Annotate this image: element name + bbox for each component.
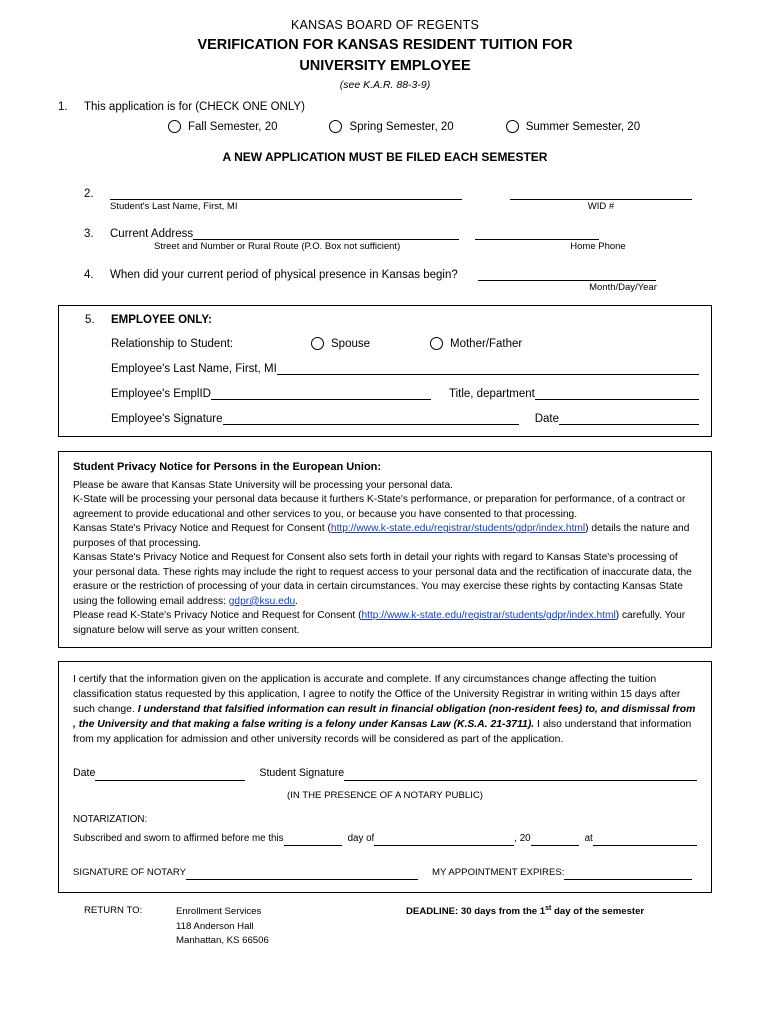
radio-circle-icon[interactable] xyxy=(506,120,519,133)
radio-option-spouse[interactable] xyxy=(311,337,370,350)
question-3-captions xyxy=(58,241,712,252)
sworn-day-input[interactable] xyxy=(284,832,342,846)
certification-paragraph xyxy=(73,672,697,747)
question-1-text: This application is for (CHECK ONE ONLY) xyxy=(84,101,305,114)
privacy-link-1[interactable]: http://www.k-state.edu/registrar/students/gdpr/index.html xyxy=(330,523,586,535)
student-signature-label: Student Signature xyxy=(259,766,345,779)
notary-signature-input[interactable] xyxy=(186,866,418,880)
privacy-p2: K-State will be processing your personal data because it furthers K-State's performance, or preparation for performance, of a contract or agreement to provide educational and other services to you, or because you have consented to that processing. xyxy=(73,494,686,520)
question-4-number: 4. xyxy=(84,268,94,281)
privacy-p4-after: . xyxy=(295,595,298,607)
wid-input[interactable] xyxy=(510,186,692,200)
privacy-p3-before: Kansas State's Privacy Notice and Request for Consent ( xyxy=(73,523,331,535)
question-5-number: 5. xyxy=(85,314,95,327)
radio-circle-icon[interactable] xyxy=(311,337,324,350)
certify-text-bold: I understand that falsified information can result in financial obligation (non-resident fees) to, and dismissal from , the University and that making a false writing is a felony under Kansas Law (K.S.A. 21-3711). xyxy=(73,704,696,731)
address-line-2: 118 Anderson Hall xyxy=(176,920,254,932)
title-dept-label: Title, department xyxy=(448,388,535,401)
wid-caption: WID # xyxy=(587,201,615,213)
appointment-expires-label: MY APPOINTMENT EXPIRES: xyxy=(432,867,565,879)
home-phone-caption: Home Phone xyxy=(570,241,626,253)
privacy-p4-text: Kansas State's Privacy Notice and Request for Consent also sets forth in detail your rights with regard to Kansas State's processing of your personal data. These rights may include the right to request access to your personal data and the rectification of inaccurate data, the erasure or the restriction of processing of your data in certain circumstances. You may exercise these rights by contacting Kansas State using the following email address: xyxy=(73,552,692,607)
privacy-p5-after: ) carefully. Your signature below will serve as your written consent. xyxy=(73,610,686,636)
student-signature-input[interactable] xyxy=(344,767,697,781)
notary-signature-row xyxy=(73,866,697,880)
privacy-p5 xyxy=(73,609,699,638)
deadline-text-b: day of the semester xyxy=(551,906,645,918)
certification-box xyxy=(58,661,712,893)
header-title-line2: UNIVERSITY EMPLOYEE xyxy=(299,58,471,75)
relationship-label: Relationship to Student: xyxy=(111,338,234,351)
deadline-note xyxy=(406,905,644,948)
address-line-3: Manhattan, KS 66506 xyxy=(176,934,269,946)
day-of-label: day of xyxy=(347,833,375,844)
deadline-text-a: DEADLINE: 30 days from the 1 xyxy=(406,906,546,918)
radio-label-mother-father: Mother/Father xyxy=(450,337,523,350)
employee-name-row xyxy=(71,361,699,375)
radio-circle-icon[interactable] xyxy=(329,120,342,133)
privacy-link-2[interactable]: http://www.k-state.edu/registrar/students/gdpr/index.html xyxy=(361,610,616,622)
employee-signature-label: Employee's Signature xyxy=(111,413,223,426)
student-name-caption: Student's Last Name, First, MI xyxy=(110,201,238,213)
privacy-p1: Please be aware that Kansas State University will be processing your personal data. xyxy=(73,479,453,491)
employee-signature-row xyxy=(71,411,699,425)
sworn-row xyxy=(73,832,697,846)
sworn-year-input[interactable] xyxy=(531,832,579,846)
radio-option-mother-father[interactable] xyxy=(430,337,522,350)
radio-circle-icon[interactable] xyxy=(168,120,181,133)
question-4-captions xyxy=(58,282,712,293)
notary-presence-note: (IN THE PRESENCE OF A NOTARY PUBLIC) xyxy=(286,789,483,801)
new-application-notice: A NEW APPLICATION MUST BE FILED EACH SEMESTER xyxy=(222,150,548,165)
employee-name-input[interactable] xyxy=(277,361,699,375)
question-2-captions xyxy=(58,201,712,212)
question-1 xyxy=(58,101,712,113)
semester-radio-group xyxy=(58,120,712,133)
appointment-expires-input[interactable] xyxy=(564,866,692,880)
date-format-caption: Month/Day/Year xyxy=(589,281,657,293)
signature-notary-label: SIGNATURE OF NOTARY xyxy=(73,867,187,879)
deadline-ordinal: st xyxy=(545,905,552,913)
radio-circle-icon[interactable] xyxy=(430,337,443,350)
privacy-p5-before: Please read K-State's Privacy Notice and Request for Consent ( xyxy=(73,610,362,622)
student-signature-row xyxy=(73,766,697,781)
privacy-title: Student Privacy Notice for Persons in the European Union: xyxy=(73,461,382,474)
emplid-row xyxy=(71,386,699,400)
physical-presence-date-input[interactable] xyxy=(478,267,656,281)
question-2-number: 2. xyxy=(84,188,94,201)
question-2 xyxy=(58,186,712,200)
privacy-p4 xyxy=(73,551,699,609)
home-phone-input[interactable] xyxy=(475,226,599,240)
certify-text-c: I also understand that information from my application for admission and other university records will be considered as part of the application. xyxy=(73,719,692,746)
employee-name-label: Employee's Last Name, First, MI xyxy=(111,363,277,376)
emplid-label: Employee's EmplID xyxy=(111,388,211,401)
certify-text-a: I certify that the information given on the application is accurate and complete. If any circumstances change affecting the tuition classification status requested by this application, I agree to notify the Office of the University Registrar in writing within 15 days after such change. xyxy=(73,674,681,716)
relationship-row xyxy=(71,337,699,350)
physical-presence-label: When did your current period of physical presence in Kansas begin? xyxy=(110,268,458,281)
privacy-p3 xyxy=(73,522,699,551)
question-3-number: 3. xyxy=(84,228,94,241)
sworn-text: Subscribed and sworn to affirmed before me this xyxy=(73,833,284,844)
question-4 xyxy=(58,267,712,281)
radio-option-fall[interactable] xyxy=(168,120,277,133)
employee-date-label: Date xyxy=(534,413,559,426)
privacy-email-link[interactable]: gdpr@ksu.edu xyxy=(228,595,296,607)
question-3 xyxy=(58,226,712,240)
employee-signature-input[interactable] xyxy=(223,411,519,425)
address-line-1: Enrollment Services xyxy=(176,906,262,918)
sworn-location-input[interactable] xyxy=(593,832,697,846)
employee-date-input[interactable] xyxy=(559,411,699,425)
radio-label-summer: Summer Semester, 20 xyxy=(525,120,641,133)
current-address-input[interactable] xyxy=(193,226,459,240)
privacy-p3-after: ) details the nature and purposes of that processing. xyxy=(73,523,690,549)
address-caption: Street and Number or Rural Route (P.O. Box not sufficient) xyxy=(154,241,401,253)
footer xyxy=(58,905,712,948)
question-1-number: 1. xyxy=(58,101,68,114)
return-to-label: RETURN TO: xyxy=(84,905,143,917)
notarization-label: NOTARIZATION: xyxy=(73,813,148,825)
return-address xyxy=(176,905,406,948)
year-prefix: , 20 xyxy=(514,833,531,844)
header-citation: (see K.A.R. 88-3-9) xyxy=(339,79,431,92)
title-dept-input[interactable] xyxy=(535,386,699,400)
student-name-input[interactable] xyxy=(110,186,462,200)
emplid-input[interactable] xyxy=(211,386,431,400)
header-title-line1: VERIFICATION FOR KANSAS RESIDENT TUITION FOR xyxy=(197,37,573,53)
radio-label-fall: Fall Semester, 20 xyxy=(188,120,278,133)
radio-label-spring: Spring Semester, 20 xyxy=(349,120,454,133)
certify-date-label: Date xyxy=(73,766,96,779)
employee-only-box xyxy=(58,305,712,437)
employee-only-title-row xyxy=(71,314,699,326)
employee-only-title: EMPLOYEE ONLY: xyxy=(111,314,212,327)
current-address-label: Current Address xyxy=(110,228,194,241)
certify-date-input[interactable] xyxy=(95,767,245,781)
radio-label-spouse: Spouse xyxy=(331,337,371,350)
at-label: at xyxy=(584,833,593,844)
privacy-notice-box xyxy=(58,451,712,648)
sworn-month-input[interactable] xyxy=(374,832,514,846)
radio-option-summer[interactable] xyxy=(506,120,640,133)
header-organization: KANSAS BOARD OF REGENTS xyxy=(291,18,479,32)
radio-option-spring[interactable] xyxy=(329,120,453,133)
